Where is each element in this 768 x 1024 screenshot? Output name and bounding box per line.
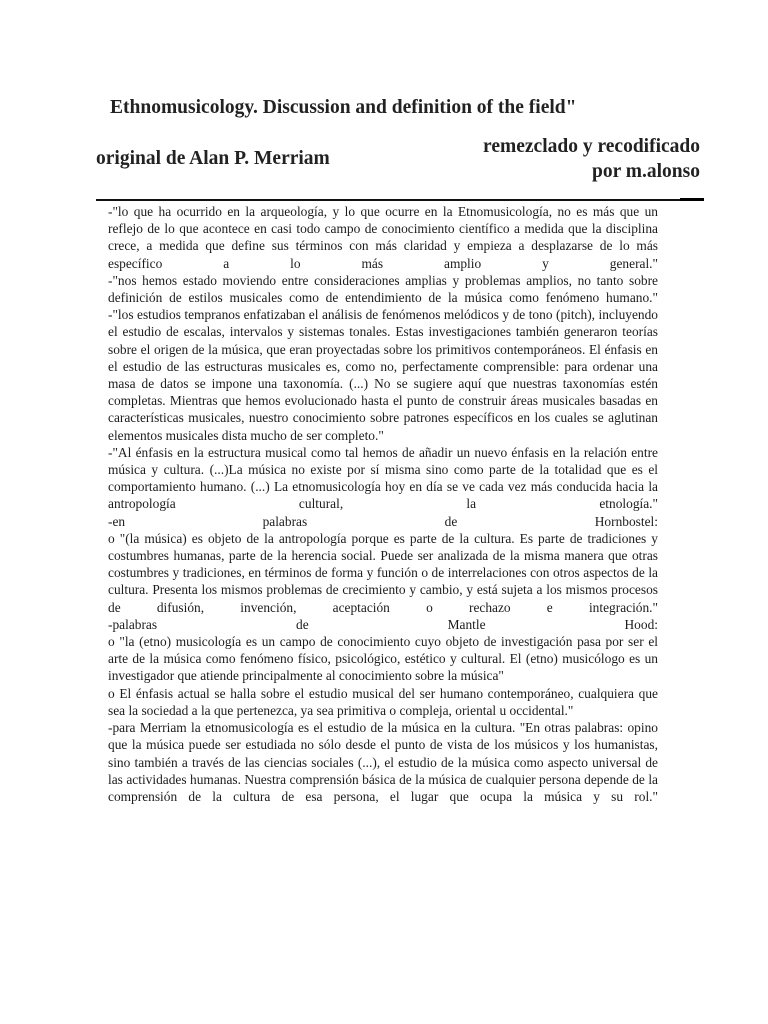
- body-paragraph: -palabras de Mantle Hood:: [108, 616, 658, 632]
- remix-credit: [400, 134, 700, 184]
- body-paragraph: -"Al énfasis en la estructura musical como tal hemos de añadir un nuevo énfasis en la relación entre música y cultura. (...)La música no existe por sí misma sino como parte de la totalidad que es el comportamiento humano. (...) La etnomusicología hoy en día se ve cada vez más conducida hacia la antropología cultural, la etnología.": [108, 444, 658, 512]
- body-paragraph: o "la (etno) musicología es un campo de conocimiento cuyo objeto de investigación pasa por ser el arte de la música como fenómeno físico, psicológico, estético y cultural. El (etno) musicólogo es un investigador que atiende principalmente al conocimiento sobre la música": [108, 634, 658, 684]
- body-paragraph: o El énfasis actual se halla sobre el estudio musical del ser humano contemporáneo, cualquiera que sea la sociedad a la que pertenezca, ya sea primitiva o compleja, oriental u occidental.": [108, 685, 658, 718]
- body-paragraph: -"nos hemos estado moviendo entre consideraciones amplias y problemas amplios, no tanto sobre definición de estilos musicales como de entendimiento de la música como fenómeno humano.": [108, 272, 658, 306]
- body-paragraph: -en palabras de Hornbostel:: [108, 513, 658, 529]
- header-divider: [96, 199, 704, 201]
- body-paragraph: -para Merriam la etnomusicología es el estudio de la música en la cultura. "En otras palabras: opino que la música puede ser estudiada no sólo desde el punto de vista de los músicos y los humanistas, sino también a través de las ciencias sociales (...), el estudio de la música como aspecto universal de las actividades humanas. Nuestra comprensión básica de la música de cualquier persona depende de la comprensión de la cultura de esa persona, el lugar que ocupa la música y su rol.": [108, 720, 658, 804]
- remix-line-1: remezclado y recodificado: [483, 136, 700, 157]
- remix-line-2: por m.alonso: [592, 161, 700, 182]
- body-paragraph: -"lo que ha ocurrido en la arqueología, y lo que ocurre en la Etnomusicología, no es más que un reflejo de lo que acontece en casi todo campo de conocimiento científico a medida que la disciplina crece, a medida que define sus términos con más claridad y empieza a desplazarse de lo más específico a lo más amplio y general.": [108, 204, 658, 271]
- original-author: original de Alan P. Merriam: [96, 148, 330, 169]
- body-paragraph: -"los estudios tempranos enfatizaban el análisis de fenómenos melódicos y de tono (pitch), incluyendo el estudio de escalas, intervalos y sistemas tonales. Estas investigaciones también generaron teorías sobre el origen de la música, que eran proyectadas sobre los primitivos contemporáneos. El énfasis en el estudio de las estructuras musicales es, como no, perfectamente comprensible: para ordenar una masa de datos se impone una taxonomía. (...) No se sugiere aquí que nuestras taxonomías estén completas. Mientras que hemos evolucionado hasta el punto de construir áreas musicales basadas en características musicales, nuestro conocimiento sobre patrones específicos en los cuales se aglutinan elementos musicales dista mucho de ser completo.": [108, 307, 658, 443]
- document-body: [108, 203, 658, 805]
- header-divider-end: [680, 198, 704, 201]
- document-title: Ethnomusicology. Discussion and definition of the field": [110, 97, 577, 118]
- body-paragraph: o "(la música) es objeto de la antropología porque es parte de la cultura. Es parte de tradiciones y costumbres humanas, parte de la herencia social. Puede ser analizada de la misma manera que otras costumbres y tradiciones, en términos de forma y función o de interrelaciones con otros aspectos de la cultura. Presenta los mismos problemas de crecimiento y cambio, y está sujeta a los mismos procesos de difusión, invención, aceptación o rechazo e integración.": [108, 530, 658, 615]
